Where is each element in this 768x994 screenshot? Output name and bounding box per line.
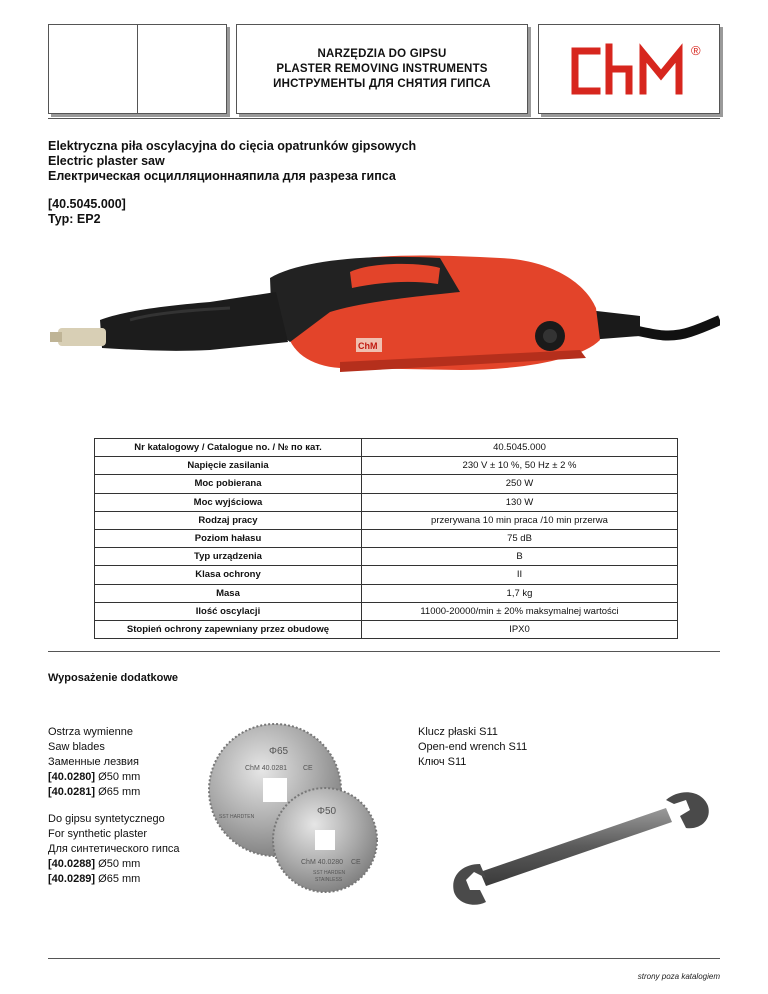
header-blank-box — [48, 24, 227, 114]
spec-row — [95, 602, 678, 620]
spec-row — [95, 548, 678, 566]
big-blade-text: SST HARDTEN — [219, 814, 255, 820]
wrench-line-pl: Klucz płaski S11 — [418, 726, 498, 738]
blade-item-65: [40.0281] Ø65 mm — [48, 786, 141, 798]
blades-text — [48, 725, 140, 800]
spec-label: Moc wyjściowa — [95, 493, 362, 511]
spec-label: Klasa ochrony — [95, 566, 362, 584]
synthetic-text — [48, 812, 180, 887]
spec-label: Ilość oscylacji — [95, 602, 362, 620]
synthetic-item-65: [40.0289] Ø65 mm — [48, 873, 141, 885]
header-title-ru: ИНСТРУМЕНТЫ ДЛЯ СНЯТИЯ ГИПСА — [273, 77, 491, 90]
small-blade-ce: CE — [351, 859, 361, 866]
spec-value: przerywana 10 min praca /10 min przerwa — [362, 511, 678, 529]
small-blade-text2: STAINLESS — [315, 877, 343, 883]
spec-label: Rodzaj pracy — [95, 511, 362, 529]
synthetic-line-ru: Для синтетического гипса — [48, 843, 180, 855]
small-blade-text1: SST HARDEN — [313, 870, 346, 876]
synthetic-line-pl: Do gipsu syntetycznego — [48, 813, 165, 825]
big-blade-code: ChM 40.0281 — [245, 765, 288, 772]
section-rule — [48, 651, 720, 652]
spec-label: Poziom hałasu — [95, 529, 362, 547]
spec-value: B — [362, 548, 678, 566]
blades-line-pl: Ostrza wymienne — [48, 726, 133, 738]
product-title-ru: Електрическая осцилляционнаяпила для разреза гипса — [48, 169, 396, 183]
spec-value: 250 W — [362, 475, 678, 493]
spec-row — [95, 511, 678, 529]
spec-row — [95, 493, 678, 511]
spec-label: Stopień ochrony zapewniany przez obudowę — [95, 620, 362, 638]
spec-row — [95, 439, 678, 457]
product-title-pl: Elektryczna piła oscylacyjna do cięcia opatrunków gipsowych — [48, 139, 417, 153]
header-rule — [48, 118, 720, 119]
header-title-pl: NARZĘDZIA DO GIPSU — [317, 47, 447, 60]
big-blade-ce: CE — [303, 765, 313, 772]
spec-row — [95, 529, 678, 547]
blades-line-en: Saw blades — [48, 741, 105, 753]
small-blade-code: ChM 40.0280 — [301, 859, 344, 866]
brand-logo — [539, 25, 719, 113]
product-title-en: Electric plaster saw — [48, 154, 165, 168]
spec-value: II — [362, 566, 678, 584]
spec-row — [95, 566, 678, 584]
wrench-line-ru: Ключ S11 — [418, 756, 467, 768]
blades-line-ru: Заменные лезвия — [48, 756, 139, 768]
spec-label: Moc pobierana — [95, 475, 362, 493]
product-type: Typ: EP2 — [48, 212, 101, 226]
device-logo: ChM — [358, 341, 378, 351]
spec-label: Napięcie zasilania — [95, 457, 362, 475]
spec-value: 75 dB — [362, 529, 678, 547]
spec-value: IPX0 — [362, 620, 678, 638]
synthetic-item-50: [40.0288] Ø50 mm — [48, 858, 141, 870]
spec-table — [94, 438, 678, 639]
synthetic-line-en: For synthetic plaster — [48, 828, 148, 840]
saw-blades-image — [205, 722, 395, 902]
wrench-text — [418, 725, 527, 770]
spec-row — [95, 620, 678, 638]
brand-logo-box — [538, 24, 720, 114]
spec-value: 1,7 kg — [362, 584, 678, 602]
header-title-en: PLASTER REMOVING INSTRUMENTS — [276, 62, 488, 75]
spec-value: 130 W — [362, 493, 678, 511]
footer-rule — [48, 958, 720, 959]
spec-row — [95, 584, 678, 602]
spec-label: Masa — [95, 584, 362, 602]
blade-item-50: [40.0280] Ø50 mm — [48, 771, 141, 783]
spec-value: 11000-20000/min ± 20% maksymalnej wartości — [362, 602, 678, 620]
wrench-line-en: Open-end wrench S11 — [418, 741, 528, 753]
small-blade-diameter: Φ50 — [317, 806, 337, 817]
spec-row — [95, 457, 678, 475]
spec-row — [95, 475, 678, 493]
wrench-image — [440, 780, 720, 910]
spec-value: 230 V ± 10 %, 50 Hz ± 2 % — [362, 457, 678, 475]
spec-label: Typ urządzenia — [95, 548, 362, 566]
header-title-box — [236, 24, 528, 114]
registered-mark: ® — [691, 43, 701, 58]
plaster-saw-image — [40, 232, 720, 422]
big-blade-diameter: Φ65 — [269, 746, 289, 757]
accessories-heading: Wyposażenie dodatkowe — [48, 672, 178, 684]
spec-value: 40.5045.000 — [362, 439, 678, 457]
footer-note: strony poza katalogiem — [637, 972, 720, 981]
catalog-number: [40.5045.000] — [48, 197, 126, 211]
header-box-divider — [137, 25, 138, 113]
spec-label: Nr katalogowy / Catalogue no. / № по кат. — [95, 439, 362, 457]
